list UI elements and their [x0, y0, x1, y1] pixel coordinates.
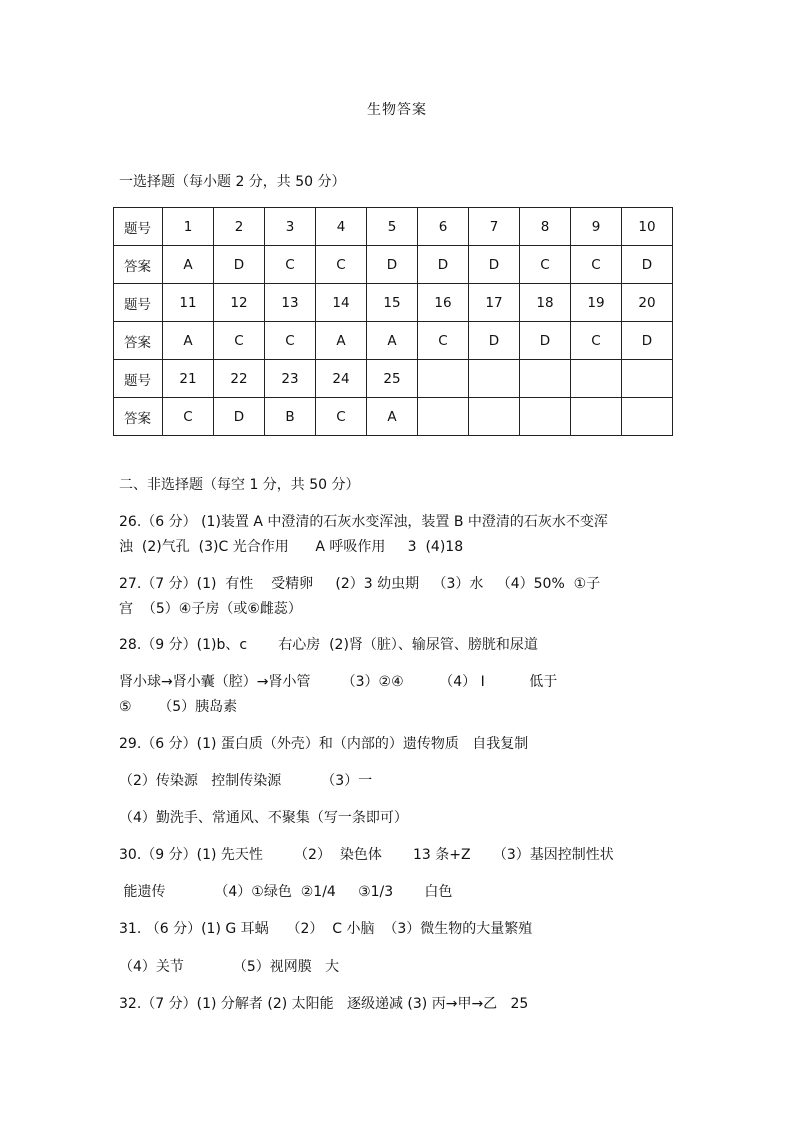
row-label: 题号 [114, 208, 163, 246]
table-cell [520, 398, 571, 436]
table-cell: A [367, 398, 418, 436]
answer-line: （4）勤洗手、常通风、不聚集（写一条即可） [119, 810, 408, 826]
table-cell: A [163, 246, 214, 284]
row-label: 题号 [114, 360, 163, 398]
table-cell: D [367, 246, 418, 284]
table-cell: 1 [163, 208, 214, 246]
table-cell: 13 [265, 284, 316, 322]
table-row [114, 398, 673, 436]
table-cell: 5 [367, 208, 418, 246]
table-cell [418, 360, 469, 398]
table-cell: C [265, 322, 316, 360]
table-cell: 20 [622, 284, 673, 322]
table-cell: D [520, 322, 571, 360]
table-row [114, 284, 673, 322]
table-cell: C [214, 322, 265, 360]
answer-line: 30.（9 分）(1) 先天性 （2） 染色体 13 条+Z （3）基因控制性状 [119, 847, 614, 863]
answer-line: 能遗传 （4）①绿色 ②1/4 ③1/3 白色 [119, 884, 453, 900]
table-cell: 11 [163, 284, 214, 322]
section2-heading: 二、非选择题（每空 1 分，共 50 分） [119, 477, 360, 493]
table-cell [571, 398, 622, 436]
table-cell: D [214, 398, 265, 436]
table-cell: 15 [367, 284, 418, 322]
table-row [114, 246, 673, 284]
table-cell: 16 [418, 284, 469, 322]
table-cell [622, 398, 673, 436]
table-cell: 8 [520, 208, 571, 246]
table-cell: C [571, 246, 622, 284]
table-cell: C [163, 398, 214, 436]
table-cell: C [316, 398, 367, 436]
table-cell [622, 360, 673, 398]
row-label: 答案 [114, 246, 163, 284]
answer-line: 27.（7 分）(1) 有性 受精卵 (2）3 幼虫期 （3）水 （4）50% ①子 [119, 576, 601, 592]
answer-line: 宫 （5）④子房（或⑥雌蕊） [119, 601, 302, 617]
table-cell: 25 [367, 360, 418, 398]
table-cell: C [265, 246, 316, 284]
table-cell: 17 [469, 284, 520, 322]
table-cell: 18 [520, 284, 571, 322]
answer-table [113, 207, 673, 436]
row-label: 答案 [114, 398, 163, 436]
row-label: 题号 [114, 284, 163, 322]
answer-line: 浊 (2)气孔 (3)C 光合作用 A 呼吸作用 3 (4)18 [119, 539, 464, 555]
table-cell: 23 [265, 360, 316, 398]
table-cell: 21 [163, 360, 214, 398]
table-cell: D [469, 322, 520, 360]
answer-line: 26.（6 分） (1)装置 A 中澄清的石灰水变浑浊，装置 B 中澄清的石灰水不变浑 [119, 514, 608, 530]
table-cell: 10 [622, 208, 673, 246]
answer-line: 28.（9 分）(1)b、c 右心房 (2)肾（脏）、输尿管、膀胱和尿道 [119, 637, 538, 653]
table-cell: C [571, 322, 622, 360]
table-cell: B [265, 398, 316, 436]
table-cell: 14 [316, 284, 367, 322]
answer-line: 31. （6 分）(1) G 耳蜗 （2） C 小脑 （3）微生物的大量繁殖 [119, 921, 533, 937]
table-cell [469, 398, 520, 436]
table-cell: 6 [418, 208, 469, 246]
table-cell: C [316, 246, 367, 284]
answer-line: 29.（6 分）(1) 蛋白质（外壳）和（内部的）遗传物质 自我复制 [119, 736, 529, 752]
table-cell [418, 398, 469, 436]
table-cell: D [214, 246, 265, 284]
table-cell [469, 360, 520, 398]
answer-line: 32.（7 分）(1) 分解者 (2) 太阳能 逐级递减 (3) 丙→甲→乙 25 [119, 996, 529, 1012]
answer-line: 肾小球→肾小囊（腔）→肾小管 （3）②④ （4） Ⅰ 低于 [119, 674, 558, 690]
table-cell: D [622, 322, 673, 360]
table-cell [520, 360, 571, 398]
page-title: 生物答案 [367, 102, 427, 118]
table-cell: 3 [265, 208, 316, 246]
table-cell: 9 [571, 208, 622, 246]
table-cell: 2 [214, 208, 265, 246]
table-cell: A [163, 322, 214, 360]
table-cell: C [520, 246, 571, 284]
table-cell: A [367, 322, 418, 360]
table-cell: 19 [571, 284, 622, 322]
table-cell [571, 360, 622, 398]
table-row [114, 208, 673, 246]
table-cell: A [316, 322, 367, 360]
answer-line: （2）传染源 控制传染源 （3）一 [119, 773, 373, 789]
table-cell: 22 [214, 360, 265, 398]
table-cell: 24 [316, 360, 367, 398]
section1-heading: 一选择题（每小题 2 分，共 50 分） [119, 174, 346, 190]
table-cell: 12 [214, 284, 265, 322]
row-label: 答案 [114, 322, 163, 360]
table-cell: 4 [316, 208, 367, 246]
table-cell: D [418, 246, 469, 284]
table-row [114, 322, 673, 360]
answer-line: （4）关节 （5）视网膜 大 [119, 959, 340, 975]
table-cell: 7 [469, 208, 520, 246]
table-row [114, 360, 673, 398]
answer-line: ⑤ （5）胰岛素 [119, 699, 238, 715]
table-cell: D [622, 246, 673, 284]
table-cell: C [418, 322, 469, 360]
table-cell: D [469, 246, 520, 284]
